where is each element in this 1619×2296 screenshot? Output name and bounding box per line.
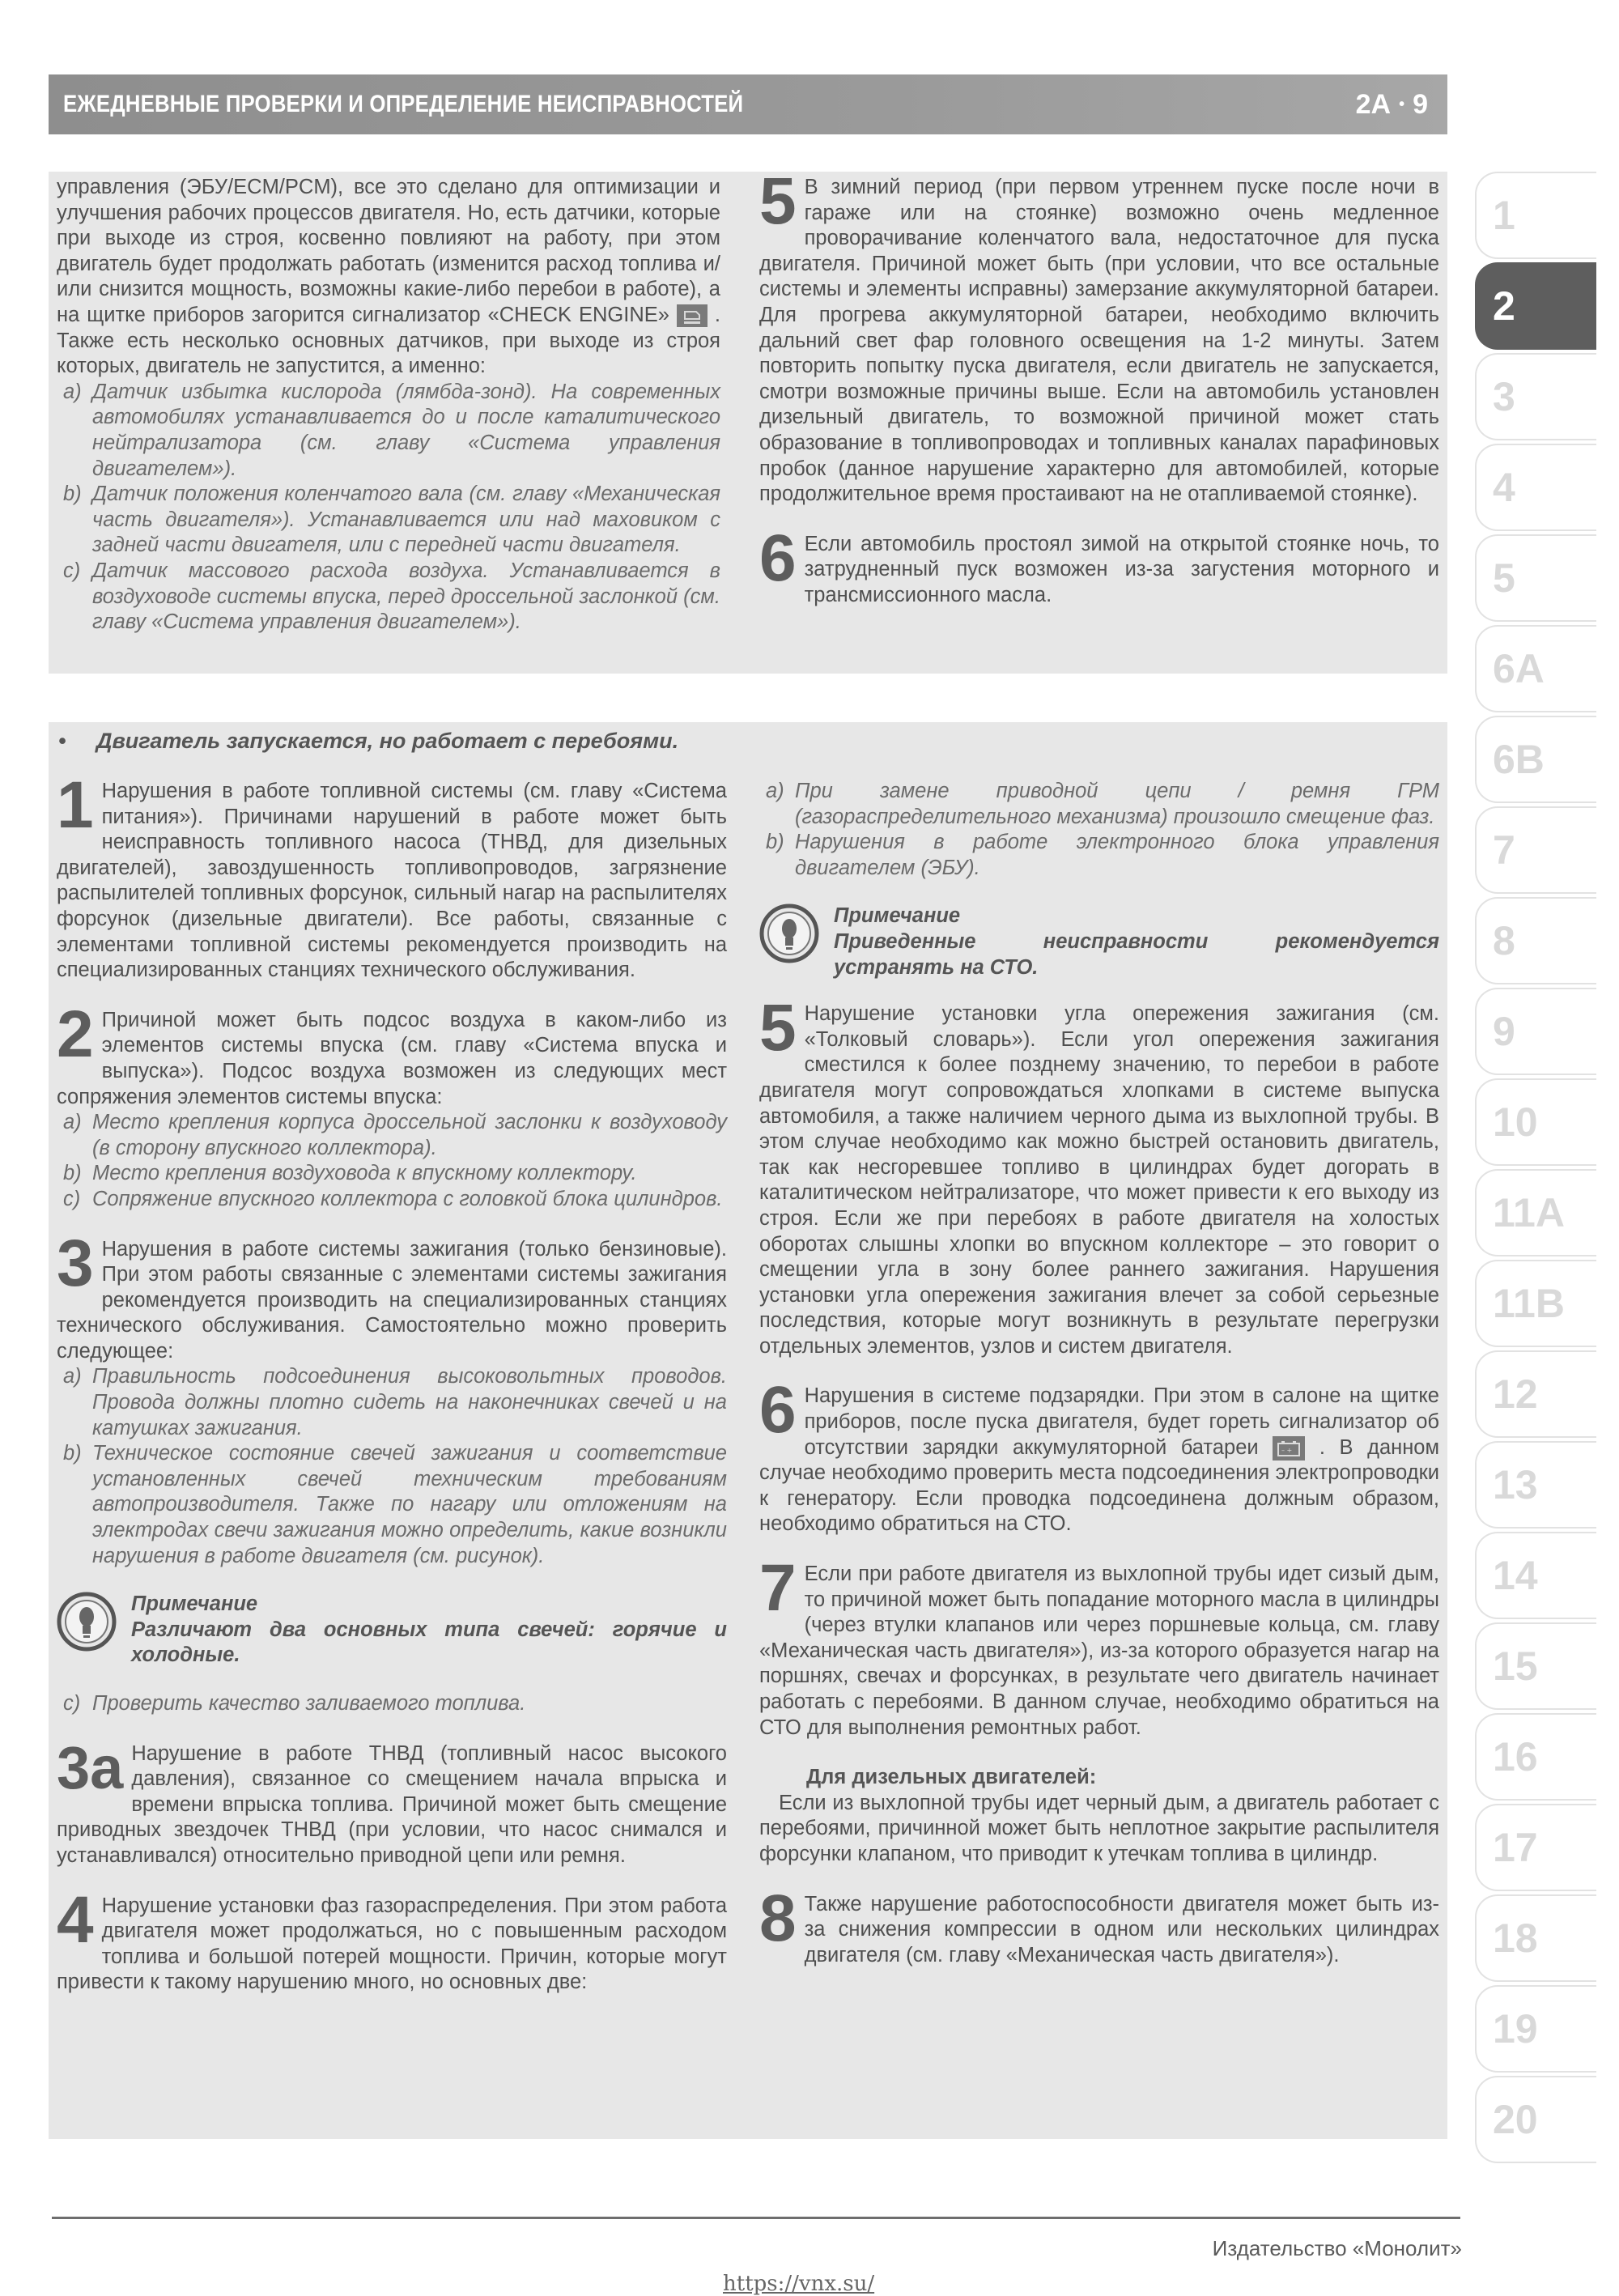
ignition-item-c: c) Проверить качество заливаемого топлива. [63,1692,526,1715]
top-right-column [759,164,1439,609]
lightbulb-note-icon [57,1592,117,1652]
chapter-tab-8[interactable]: 8 [1475,897,1596,984]
injection-pump-paragraph: 3а Нарушение в работе ТНВД (топливный насос высокого давления), связанное со смещением начала впрыска и времени впрыска топлива. Причиной может быть смещение приводных звездочек ТНВД (при условии, что насос снимался и устанавливался) относительно приводной цепи или ремня. [57,1733,727,1867]
chapter-tab-6b[interactable]: 6B [1475,716,1596,803]
air-leak-paragraph: 2 Причиной может быть подсос воздуха в каком-либо из элементов системы впуска (см. главу «Система впуска и выпуска»). Подсос воздуха возможен из следующих мест сопряжения элементов системы впуска: [57,997,727,1108]
lightbulb-note-icon [759,904,819,963]
sensor-item-c: c) Датчик массового расхода воздуха. Устанавливается в воздуховоде системы впуска, перед дроссельной заслонкой (см. главу «Система управления двигателем»). [63,559,720,634]
page-number-block [1356,89,1428,121]
chapter-tab-6a[interactable]: 6A [1475,625,1596,712]
chapter-code: 2A [1355,88,1392,120]
paragraph-number: 8 [759,1881,797,1955]
chapter-tab-4[interactable]: 4 [1475,444,1596,531]
footer-divider [52,2217,1460,2219]
chapter-tab-20[interactable]: 20 [1475,2076,1596,2163]
intro-paragraph: управления (ЭБУ/ECM/PCM), все это сделано для оптимизации и улучшения рабочих процессов двигателя. Но, есть датчики, которые при выходе из строя, косвенно повлияют на работу, при этом двигатель будет продолжать работать (изменится расход топлива и/или снизится мощность, возможны какие-либо перебои в работе), а на щитке приборов загорится сигнализатор «CHECK ENGINE» . Также есть несколько основных датчиков, при выходе из строя которых, двигатель не запустится, а именно: [57,176,720,378]
paragraph-number: 6 [759,521,797,595]
chapter-tab-1[interactable]: 1 [1475,172,1596,259]
chapter-tab-11b[interactable]: 11B [1475,1260,1596,1347]
air-leak-item-a: a) Место крепления корпуса дроссельной заслонки к воздуховоду (в сторону впускного коллектора). [63,1111,727,1159]
paragraph-number: 4 [57,1882,94,1957]
ignition-item-b: b) Техническое состояние свечей зажигания и соответствие установленных свечей техническим требованиям автопроизводителя. Также по нагару или отложениям на электродах свечи зажигания можно определить, какие возникли нарушения в работе двигателя (см. рисунок). [63,1442,727,1567]
chapter-tab-5[interactable]: 5 [1475,534,1596,622]
chapter-tab-9[interactable]: 9 [1475,988,1596,1075]
compression-paragraph: 8 Также нарушение работоспособности двигателя может быть из-за снижения компрессии в одном или нескольких цилиндрах двигателя (см. главу «Механическая часть двигателя»). [759,1881,1439,1966]
sensor-item-b: b) Датчик положения коленчатого вала (см. главу «Механическая часть двигателя»). Устанавливается или над маховиком с задней части двигателя, или с передней части двигателя. [63,483,720,557]
air-leak-item-c: c) Сопряжение впускного коллектора с головкой блока цилиндров. [63,1187,723,1210]
chapter-tab-15[interactable]: 15 [1475,1622,1596,1710]
ignition-timing-paragraph: 5 Нарушение установки угла опережения зажигания (см. «Толковый словарь»). Если угол опережения зажигания сместился к более позднему значению, то перебои в работе двигателя могут сопровождаться хлопками в системе выпуска автомобиля, а также наличием черного дыма из выхлопной трубы. В этом случае необходимо как можно быстрей остановить двигатель, так как несгоревшее топливо в цилиндрах будет догорать в каталитическом нейтрализаторе, что может привести к его выходу из строя. Если же при перебоях в работе двигателя на холостых оборотах слышны хлопки во впускном коллекторе – это говорит о смещении угла в зону более раннего зажигания. Нарушения установки угла опережения зажигания влечет за собой серьезные последствия, которые могут возникнуть в результате перегрузки отдельных элементов, узлов и систем двигателя. [759,991,1439,1358]
timing-item-a: a) При замене приводной цепи / ремня ГРМ (газораспределительного механизма) произошло смещение фаз. [766,780,1439,828]
chapter-tab-17[interactable]: 17 [1475,1804,1596,1891]
paragraph-number: 7 [759,1551,797,1626]
chapter-tab-18[interactable]: 18 [1475,1894,1596,1982]
svg-text:– +: – + [1281,1446,1293,1454]
ignition-paragraph: 3 Нарушения в работе системы зажигания (только бензиновые). При этом работы связанные с элементами системы зажигания рекомендуется производить на специализированных станциях технического обслуживания. Самостоятельно можно проверить следующее: [57,1226,727,1363]
open-parking-paragraph: 6 Если автомобиль простоял зимой на открытой стоянке ночь, то затрудненный пуск возможен из-за загустения моторного и трансмиссионного масла. [759,521,1439,606]
charging-system-paragraph: 6 Нарушения в системе подзарядки. При этом в салоне на щитке приборов, после пуска двигателя, будет гореть сигнализатор об отсутствии зарядки аккумуляторной батареи – + . В данном случае необходимо проверить места подсоединения электропроводки к генератору. Если проводка подсоединена должным образом, необходимо обратиться на СТО. [759,1373,1440,1536]
chapter-tab-10[interactable]: 10 [1475,1078,1596,1166]
battery-warning-icon [1273,1436,1305,1461]
source-url-link[interactable]: https://vnx.su/ [723,2272,875,2296]
check-engine-icon [677,304,708,327]
chapter-tab-16[interactable]: 16 [1475,1713,1596,1801]
blue-smoke-paragraph: 7 Если при работе двигателя из выхлопной трубы идет сизый дым, то причиной может быть попадание моторного масла в цилиндры (через втулки клапанов или через поршневые кольца, см. главу «Механическая часть двигателя»), из-за которого образуется нагар на поршнях, свечах и форсунках, в результате чего двигатель начинает работать с перебоями. В данном случае, необходимо обратиться на СТО для выполнения ремонтных работ. [759,1551,1439,1739]
paragraph-number: 2 [57,997,94,1071]
chapter-title: ЕЖЕДНЕВНЫЕ ПРОВЕРКИ И ОПРЕДЕЛЕНИЕ НЕИСПРАВНОСТЕЙ [63,91,744,117]
paragraph-number: 5 [759,164,797,238]
sensor-item-a: a) Датчик избытка кислорода (лямбда-зонд). На современных автомобилях устанавливается до и после каталитического нейтрализатора (см. главу «Система управления двигателем»). [63,380,720,480]
section-heading: • Двигатель запускается, но работает с перебоями. [58,729,679,753]
paragraph-number: 5 [759,991,797,1065]
chapter-tab-3[interactable]: 3 [1475,353,1596,440]
chapter-tab-19[interactable]: 19 [1475,1985,1596,2073]
chapter-tab-7[interactable]: 7 [1475,806,1596,894]
note-spark-plugs: Примечание Различают два основных типа свечей: горячие и холодные. [57,1592,727,1669]
timing-item-b: b) Нарушения в работе электронного блока управления двигателем (ЭБУ). [766,831,1439,879]
paragraph-number: 1 [57,768,94,842]
chapter-tab-12[interactable]: 12 [1475,1350,1596,1438]
diesel-paragraph: Если из выхлопной трубы идет черный дым, а двигатель работает с перебоями, причинной может быть неплотное закрытие распылителя форсунки клапаном, что приводит к утечкам топлива в цилиндр. [759,1791,1439,1865]
air-leak-item-b: b) Место крепления воздуховода к впускному коллектору. [63,1162,637,1185]
chapter-tab-13[interactable]: 13 [1475,1441,1596,1529]
page-number: 9 [1413,88,1428,120]
valve-timing-paragraph: 4 Нарушение установки фаз газораспределения. При этом работа двигателя может продолжаться, но с повышенным расходом топлива и большой потерей мощности. Причин, которые могут привести к такому нарушению много, но основных две: [57,1882,727,1994]
note-service-station: Примечание Приведенные неисправности рекомендуется устранять на СТО. [759,904,1439,980]
winter-start-paragraph: 5 В зимний период (при первом утреннем пуске после ночи в гараже или на стоянке) возможно очень медленное проворачивание коленчатого вала, недостаточное для пуска двигателя. Причиной может быть (при условии, что все остальные системы и элементы исправны) замерзание аккумуляторной батареи. Для прогрева аккумуляторной батареи, необходимо включить дальний свет фар головного освещения на 1-2 минуты. Затем повторить попытку пуска двигателя, если двигатель не запускается, смотри возможные причины выше. Если на автомобиль установлен дизельный двигатель, то возможной причиной может стать образование в топливопроводах и топливных каналах парафиновых пробок (данное нарушение характерно для автомобилей, которые продолжительное время простаивают на не отапливаемой стоянке). [759,164,1439,506]
chapter-tab-14[interactable]: 14 [1475,1532,1596,1619]
bottom-left-column [57,768,727,1996]
diesel-subheading: Для дизельных двигателей: [806,1766,1097,1789]
separator-dot: • [1399,95,1405,113]
page-header [49,74,1447,134]
top-left-column [57,175,720,636]
paragraph-number: 6 [759,1373,797,1448]
fuel-system-paragraph: 1 Нарушения в работе топливной системы (см. главу «Система питания»). Причинами нарушений в работе может быть неисправность топливного насоса (ТНВД, для дизельных двигателей), завоздушенность топливопроводов, загрязнение распылителей топливных форсунок, сильный нагар на распылителях форсунок (дизельные двигатели). Все работы, связанные с элементами топливной системы рекомендуется производить на специализированных станциях технического обслуживания. [57,768,727,982]
chapter-tab-11a[interactable]: 11A [1475,1169,1596,1256]
chapter-tab-2[interactable]: 2 [1475,262,1596,350]
ignition-item-a: a) Правильность подсоединения высоковольтных проводов. Провода должны плотно сидеть на наконечниках свечей и на катушках зажигания. [63,1365,727,1439]
publisher-name: Издательство «Монолит» [1212,2236,1462,2260]
paragraph-number: 3 [57,1226,94,1300]
paragraph-number: 3а [57,1733,124,1801]
bottom-right-column [759,779,1439,1968]
